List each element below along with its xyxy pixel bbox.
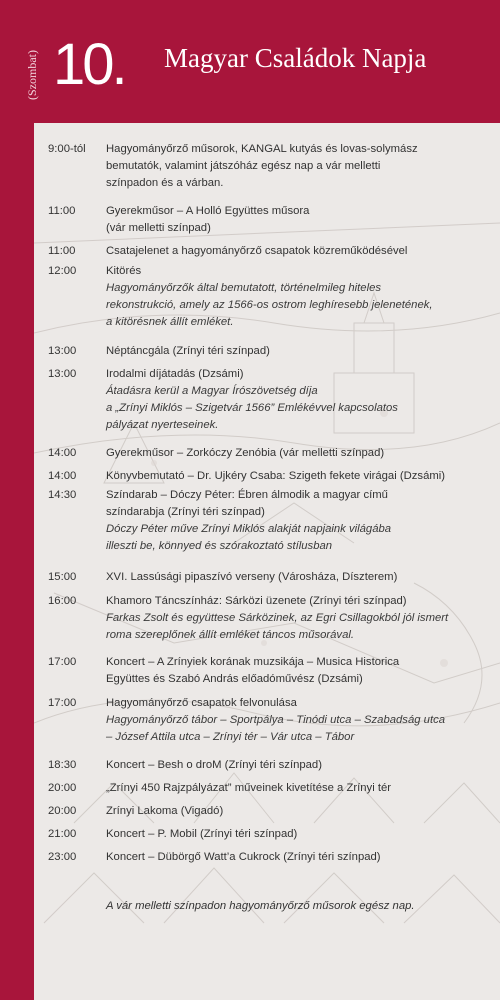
day-label: (Szombat) bbox=[25, 50, 39, 100]
schedule-time: 23:00 bbox=[48, 851, 77, 863]
schedule-time: 11:00 bbox=[48, 245, 76, 257]
schedule-line: Hagyományőrző csapatok felvonulása bbox=[106, 697, 297, 709]
schedule-line: „Zrínyi 450 Rajzpályázat” műveinek kivetítése a Zrínyi tér bbox=[106, 782, 392, 794]
schedule-subline: rekonstrukció, amely az 1566-os ostrom leghíresebb jelenetének, bbox=[106, 299, 433, 311]
schedule-time: 18:30 bbox=[48, 759, 77, 771]
schedule-time: 14:00 bbox=[48, 470, 77, 482]
schedule-time: 14:00 bbox=[48, 447, 77, 459]
schedule-line: bemutatók, valamint játszóház egész nap a vár melletti bbox=[106, 160, 381, 172]
schedule-panel bbox=[34, 123, 500, 1000]
schedule-time: 14:30 bbox=[48, 489, 77, 501]
schedule-line: Színdarab – Dóczy Péter: Ébren álmodik a magyar című bbox=[106, 489, 388, 501]
schedule-time: 20:00 bbox=[48, 805, 77, 817]
schedule-line: Koncert – P. Mobil (Zrínyi téri színpad) bbox=[106, 828, 298, 840]
schedule-subline: illeszti be, könnyed és szórakoztató stílusban bbox=[106, 540, 333, 552]
header bbox=[0, 0, 500, 123]
schedule-subline: a „Zrínyi Miklós – Szigetvár 1566” Emlékévvel kapcsolatos bbox=[106, 402, 398, 414]
schedule-line: (vár melletti színpad) bbox=[106, 222, 211, 234]
schedule-line: Zrínyi Lakoma (Vigadó) bbox=[106, 805, 224, 817]
schedule-list bbox=[34, 123, 500, 1000]
schedule-line: XVI. Lassúsági pipaszívó verseny (Városháza, Díszterem) bbox=[106, 571, 398, 583]
schedule-line: Gyerekműsor – A Holló Együttes műsora bbox=[106, 205, 310, 217]
schedule-line: színpadon és a várban. bbox=[106, 177, 224, 189]
schedule-subline: pályázat nyerteseinek. bbox=[106, 419, 219, 431]
schedule-time: 11:00 bbox=[48, 205, 76, 217]
schedule-time: 12:00 bbox=[48, 265, 77, 277]
schedule-subline: a kitörésnek állít emléket. bbox=[106, 316, 234, 328]
schedule-time: 17:00 bbox=[48, 697, 77, 709]
schedule-line: Könyvbemutató – Dr. Ujkéry Csaba: Szigeth fekete virágai (Dzsámi) bbox=[106, 470, 446, 482]
schedule-time: 13:00 bbox=[48, 368, 77, 380]
page-title: Magyar Családok Napja bbox=[164, 43, 427, 73]
schedule-line: Hagyományőrző műsorok, KANGAL kutyás és lovas-solymász bbox=[106, 143, 418, 155]
schedule-subline: roma szereplőnek állít emléket táncos műsorával. bbox=[106, 629, 355, 641]
schedule-line: Koncert – Besh o droM (Zrínyi téri színpad) bbox=[106, 759, 322, 771]
schedule-time: 15:00 bbox=[48, 571, 77, 583]
schedule-line: Irodalmi díjátadás (Dzsámi) bbox=[106, 368, 244, 380]
schedule-time: 17:00 bbox=[48, 656, 77, 668]
schedule-subline: Átadásra kerül a Magyar Írószövetség díja bbox=[106, 385, 318, 397]
schedule-line: színdarabja (Zrínyi téri színpad) bbox=[106, 506, 265, 518]
schedule-line: Kitörés bbox=[106, 265, 142, 277]
schedule-subline: Farkas Zsolt és együttese Sárközinek, az Egri Csillagokból jól ismert bbox=[106, 612, 449, 624]
schedule-time: 16:00 bbox=[48, 595, 77, 607]
schedule-line: Néptáncgála (Zrínyi téri színpad) bbox=[106, 345, 270, 357]
schedule-line: Együttes és Szabó András előadóművész (Dzsámi) bbox=[106, 673, 363, 685]
schedule-subline: – József Attila utca – Zrínyi tér – Vár utca – Tábor bbox=[106, 731, 355, 743]
schedule-subline: Hagyományőrző tábor – Sportpálya – Tinódi utca – Szabadság utca bbox=[106, 714, 446, 726]
schedule-line: Koncert – A Zrínyiek korának muzsikája – Musica Historica bbox=[106, 656, 400, 668]
footer-note: A vár melletti színpadon hagyományőrző műsorok egész nap. bbox=[106, 900, 415, 912]
schedule-line: Khamoro Táncszínház: Sárközi üzenete (Zrínyi téri színpad) bbox=[106, 595, 407, 607]
schedule-time: 9:00-tól bbox=[48, 143, 86, 155]
schedule-line: Csatajelenet a hagyományőrző csapatok közreműködésével bbox=[106, 245, 408, 257]
schedule-line: Gyerekműsor – Zorkóczy Zenóbia (vár melletti színpad) bbox=[106, 447, 385, 459]
schedule-time: 13:00 bbox=[48, 345, 77, 357]
schedule-subline: Dóczy Péter műve Zrínyi Miklós alakját napjaink világába bbox=[106, 523, 392, 535]
schedule-line: Koncert – Dübörgő Watt’a Cukrock (Zrínyi téri színpad) bbox=[106, 851, 381, 863]
day-number: 10. bbox=[53, 32, 125, 97]
schedule-time: 20:00 bbox=[48, 782, 77, 794]
schedule-subline: Hagyományőrzők által bemutatott, történelmileg hiteles bbox=[106, 282, 382, 294]
schedule-time: 21:00 bbox=[48, 828, 77, 840]
